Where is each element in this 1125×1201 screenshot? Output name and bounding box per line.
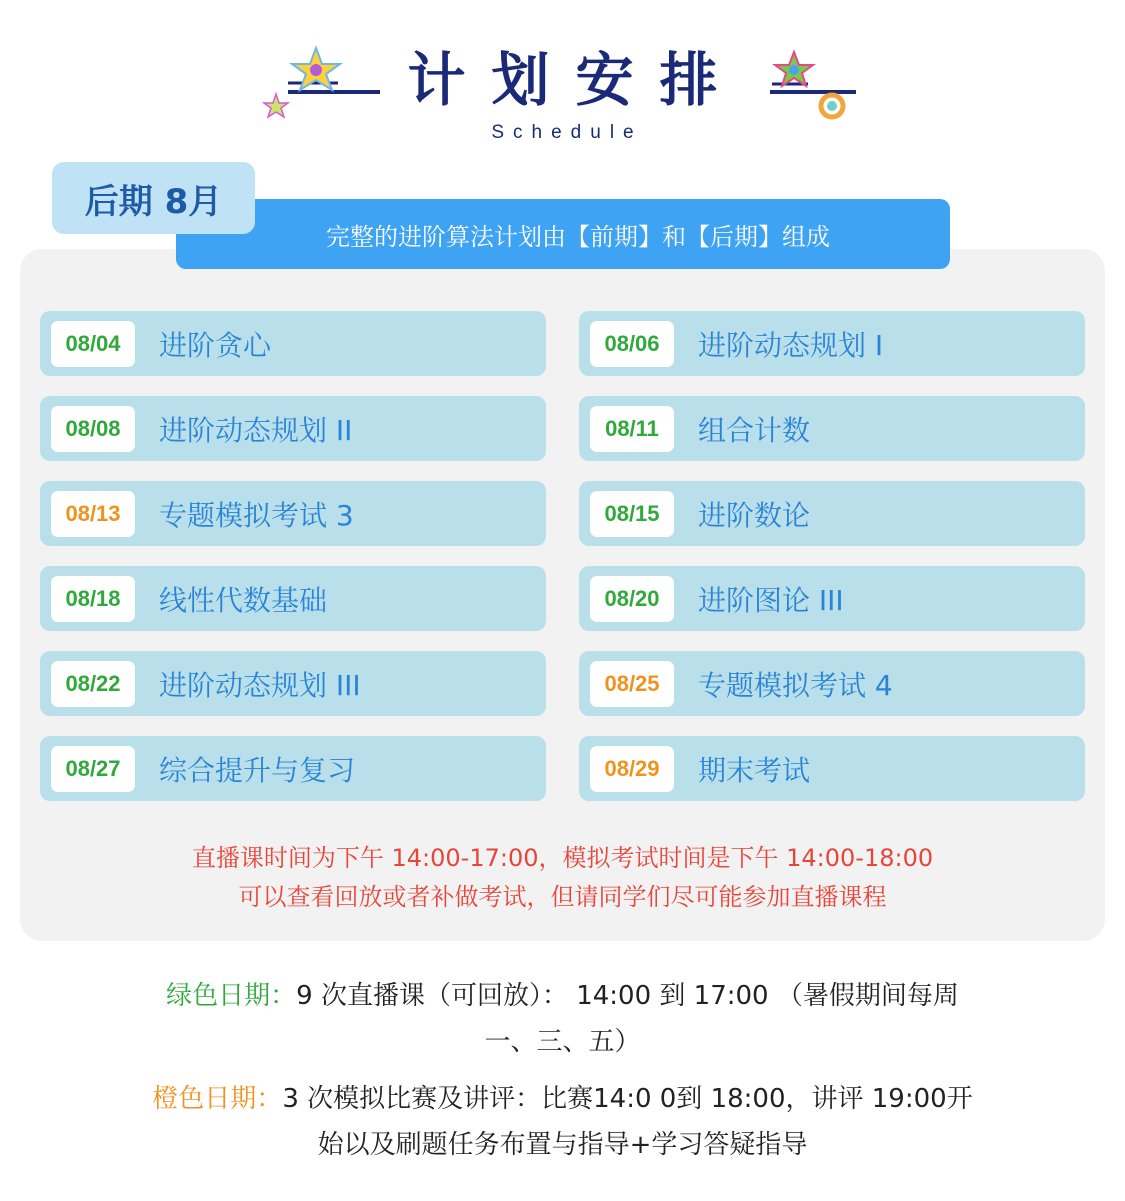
schedule-date: 08/20 <box>590 576 674 622</box>
page-subtitle: Schedule <box>491 122 643 143</box>
schedule-row <box>579 311 1085 376</box>
orange-legend-text-2: 始以及刷题任务布置与指导+学习答疑指导 <box>317 1130 808 1160</box>
schedule-row <box>579 396 1085 461</box>
green-legend-text-1: 9 次直播课（可回放）： 14:00 到 17:00 （暑假期间每周 <box>296 981 959 1011</box>
schedule-date: 08/27 <box>51 746 135 792</box>
schedule-row <box>40 311 546 376</box>
schedule-topic: 专题模拟考试 4 <box>698 668 893 702</box>
schedule-topic: 进阶贪心 <box>159 328 272 362</box>
schedule-topic: 线性代数基础 <box>159 583 328 617</box>
notice-line-1: 直播课时间为下午 14:00-17:00，模拟考试时间是下午 14:00-18:00 <box>191 844 934 872</box>
schedule-topic: 组合计数 <box>698 413 811 447</box>
schedule-row <box>579 481 1085 546</box>
schedule-grid <box>40 311 1085 801</box>
schedule-topic: 进阶数论 <box>698 498 811 532</box>
green-legend <box>100 973 1025 1065</box>
schedule-date: 08/18 <box>51 576 135 622</box>
schedule-topic: 进阶图论 III <box>698 583 844 617</box>
orange-legend <box>100 1076 1025 1168</box>
schedule-row <box>40 481 546 546</box>
plan-banner: 完整的进阶算法计划由【前期】和【后期】组成 <box>176 199 950 269</box>
schedule-date: 08/13 <box>51 491 135 537</box>
period-tag: 后期 8月 <box>52 162 255 234</box>
schedule-topic: 进阶动态规划 II <box>159 413 353 447</box>
schedule-row <box>40 651 546 716</box>
schedule-topic: 进阶动态规划 I <box>698 328 884 362</box>
schedule-row <box>579 566 1085 631</box>
green-legend-text-2: 一、三、五） <box>484 1027 641 1057</box>
schedule-date: 08/06 <box>590 321 674 367</box>
page-title: 计划安排 <box>407 46 744 114</box>
schedule-row <box>40 396 546 461</box>
schedule-date: 08/15 <box>590 491 674 537</box>
schedule-row <box>40 566 546 631</box>
green-legend-label: 绿色日期： <box>166 981 297 1011</box>
notice-line-2: 可以查看回放或者补做考试，但请同学们尽可能参加直播课程 <box>238 883 887 911</box>
schedule-topic: 综合提升与复习 <box>159 753 356 787</box>
schedule-topic: 进阶动态规划 III <box>159 668 361 702</box>
schedule-date: 08/29 <box>590 746 674 792</box>
schedule-row <box>579 736 1085 801</box>
schedule-row <box>40 736 546 801</box>
schedule-date: 08/04 <box>51 321 135 367</box>
schedule-row <box>579 651 1085 716</box>
schedule-topic: 期末考试 <box>698 753 811 787</box>
schedule-date: 08/11 <box>590 406 674 452</box>
schedule-date: 08/25 <box>590 661 674 707</box>
orange-legend-label: 橙色日期： <box>152 1084 283 1114</box>
schedule-date: 08/22 <box>51 661 135 707</box>
orange-legend-text-1: 3 次模拟比赛及讲评：比赛14:0 0到 18:00，讲评 19:00开 <box>282 1084 973 1114</box>
schedule-topic: 专题模拟考试 3 <box>159 498 354 532</box>
schedule-date: 08/08 <box>51 406 135 452</box>
